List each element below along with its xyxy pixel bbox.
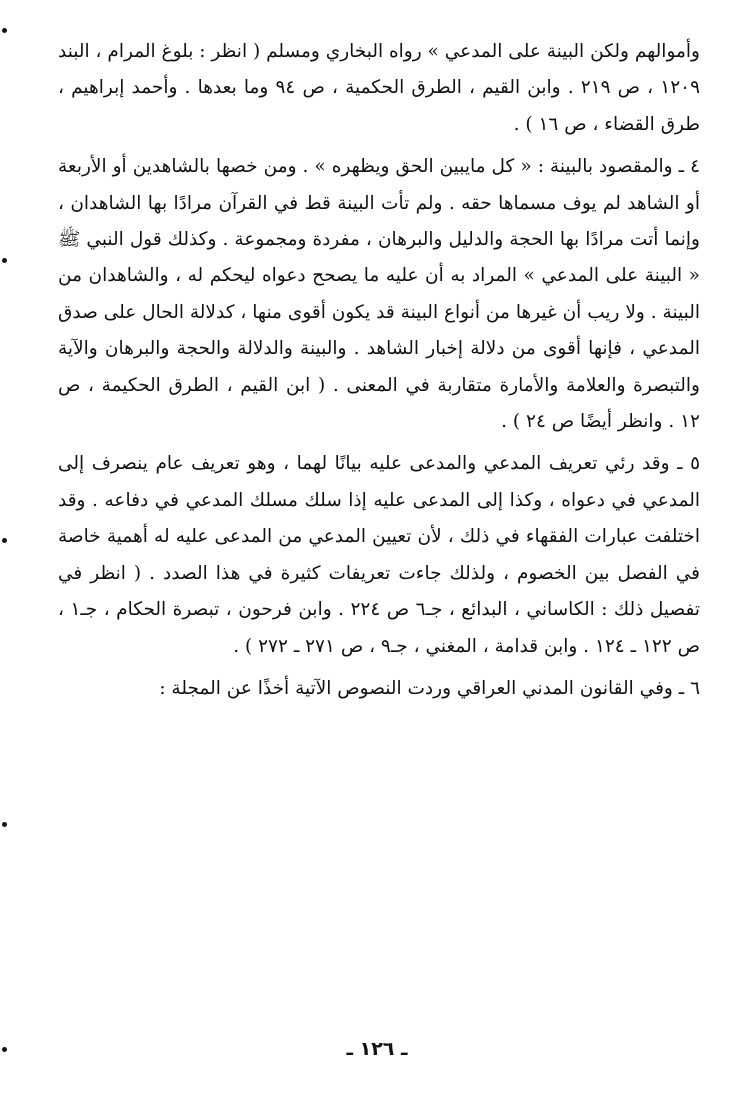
page-body [58, 34, 700, 713]
margin-mark [2, 538, 7, 543]
margin-mark [2, 28, 7, 33]
paragraph-continuation: وأموالهم ولكن البينة على المدعي » رواه البخاري ومسلم ( انظر : بلوغ المرام ، البند ١٢٠٩ ، ص ٢١٩ . وابن القيم ، الطرق الحكمية ، ص ٩٤ وما بعدها . وأحمد إبراهيم ، طرق القضاء ، ص ١٦ ) . [58, 41, 701, 135]
paragraph-note-5: ٥ ـ وقد رئي تعريف المدعي والمدعى عليه بيانًا لهما ، وهو تعريف عام ينصرف إلى المدعي في دعواه ، وكذا إلى المدعى عليه إذا سلك مسلك المدعي في دفاعه . وقد اختلفت عبارات الفقهاء في ذلك ، لأن تعيين المدعي من المدعى عليه له أهمية خاصة في الفصل بين الخصوم ، ولذلك جاءت تعريفات كثيرة في هذا الصدد . ( انظر في تفصيل ذلك : الكاساني ، البدائع ، جـ٦ ص ٢٢٤ . وابن فرحون ، تبصرة الحكام ، جـ١ ، ص ١٢٢ ـ ١٢٤ . وابن قدامة ، المغني ، جـ٩ ، ص ٢٧١ ـ ٢٧٢ ) . [58, 453, 700, 657]
margin-mark [2, 258, 7, 263]
paragraph-note-4: ٤ ـ والمقصود بالبينة : « كل مايبين الحق ويظهره » . ومن خصها بالشاهدين أو الأربعة أو الشاهد لم يوف مسماها حقه . ولم تأت البينة قط في القرآن مرادًا بها الشاهدان ، وإنما أتت مرادًا بها الحجة والدليل والبرهان ، مفردة ومجموعة . وكذلك قول النبي ﷺ « البينة على المدعي » المراد به أن عليه ما يصحح دعواه ليحكم له ، والشاهدان من البينة . ولا ريب أن غيرها من أنواع البينة قد يكون أقوى منها ، كدلالة الحال على صدق المدعي ، فإنها أقوى من دلالة إخبار الشاهد . والبينة والدلالة والحجة والبرهان والآية والتبصرة والعلامة والأمارة متقاربة في المعنى . ( ابن القيم ، الطرق الحكيمة ، ص ١٢ . وانظر أيضًا ص ٢٤ ) . [58, 156, 700, 433]
margin-mark [2, 822, 7, 827]
page-number: ـ ١٢٦ ـ [346, 1038, 408, 1060]
paragraph-note-6: ٦ ـ وفي القانون المدني العراقي وردت النصوص الآتية أخذًا عن المجلة : [159, 677, 700, 699]
